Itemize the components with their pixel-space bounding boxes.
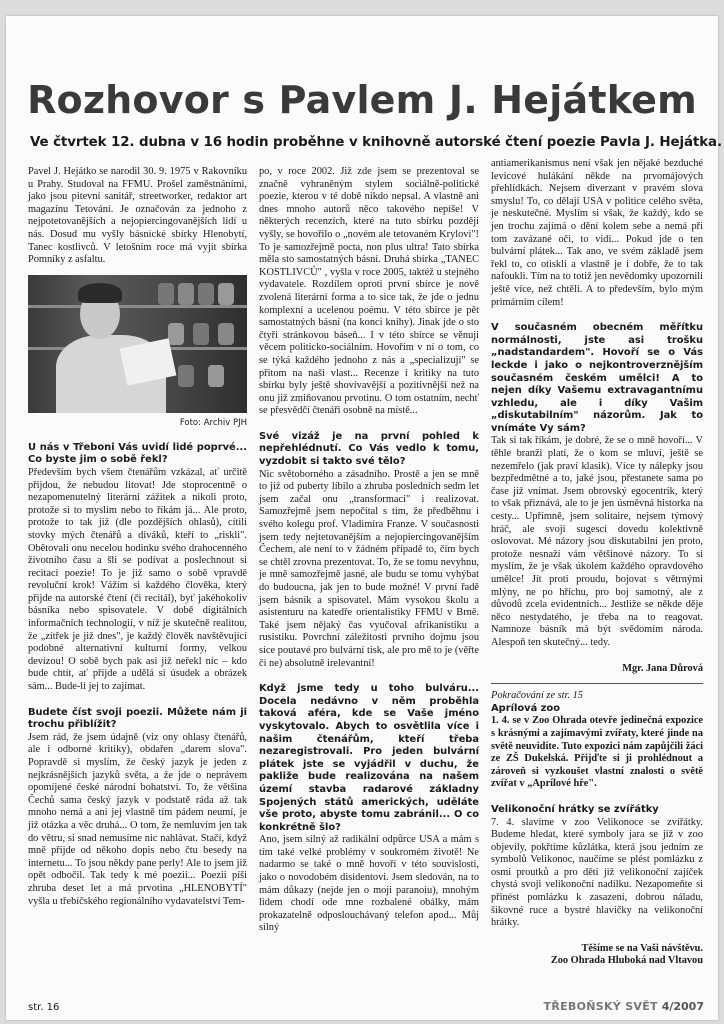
zoo-paragraph-1: 1. 4. se v Zoo Ohrada otevře jedinečná expozice s krásnými a zajímavými zvířaty, které jinde na světě neuvidíte. Tuto expozici nám zapůjčili žáci ze ZŠ Dukelská. Přijďte si ji prohlédnout a zároveň si vyzkoušet vlastní znalosti o světě zvířat v „Aprílové hře". [491, 715, 703, 790]
column-1 [28, 166, 247, 908]
photo-credit: Foto: Archiv PJH [179, 417, 247, 428]
issue-number: 4/2007 [661, 1000, 704, 1013]
author-signature: Mgr. Jana Důrová [622, 662, 703, 674]
article-title: Rozhovor s Pavlem J. Hejátkem [27, 78, 697, 122]
answer-3: Nic světoborného a zásadního. Prostě a jen se mně to již od puberty líbilo a zhruba posledních sedm let jsem začal onu „transformaci" i realizovat. Samozřejmě jsem nepočítal s tím, že předběhnu i svého kolegu prof. Vladimíra Franze. V současnosti jsem tedy nejtetovanějším a nejopiercingovanějším Čechem, ale není to v žádném případě to, čím bych se chtěl zrovna prezentovat. To, že se tomu nevyhnu, je mně samozřejmě jasné, ale budu se tomu vyhýbat do budoucna, jak jen to bude možné! V první řadě jsem básník a spisovatel. Mám vysokou školu a asistenturu na katedře orientalistiky FFMU v Brně. Také jsem nějaký čas vyučoval afrikanistiku a rusistiku. Povrchní záležitosti prvního dojmu jsou sice poutavé pro bulvární tisk, ale pro mě to je (věřte či ne) absolutně irelevantní! [259, 468, 479, 669]
answer-4: Ano, jsem silný až radikální odpůrce USA a mám s tím také velké problémy v soukromém životě! Ne nadarmo se také o mně hovoří v této souvislosti, jako o novodobém disidentovi. Jsem sledován, na to mám důkazy (nejde jen o moji paranoiu), mnohým lidem chodí ode mne rozbalené obálky, mám prokazatelně odposlouchávaný telefon apod... Můj silný [259, 834, 479, 934]
zoo-heading-2: Velikonoční hrátky se zvířátky [491, 803, 659, 815]
answer-4-continued: antiamerikanismus není však jen nějaké bezduché levicové hulákání někde na prvomájových přehlídkách. Nejsem diverzant v pravém slova smyslu! To, co dělají USA v politice celého světa, je neskutečné. Myslím si však, že každý, kdo se jen trochu zajímá o dění kolem sebe a nemá při tom zavázané oči, to vidí... Pokud jde o ten bulvární plátek... Tak ano, ve svém základě jsem řekl to, co otiskli a vlastně je i dobře, že to tak nafoukli. Tím na to totiž jen nevědomky upozornili ještě více, než chtěli. A to především, bylo mým primárním cílem! [491, 158, 703, 308]
zoo-closing-1: Těšíme se na Vaši návštěvu. [581, 942, 703, 954]
magazine-footer [544, 1000, 704, 1013]
zoo-heading-1: Aprílová zoo [491, 702, 560, 714]
page-number: str. 16 [28, 1002, 60, 1013]
answer-1: Především bych všem čtenářům vzkázal, ať určitě přijdou, že nebudou litovat! Jde stoprocentně o nezapomenutelný literární zážitek a nikoli proto, protože si to myslím nebo to říkám já... Ale proto, protože to tak již (dle pozdějších ohlasů), cítili stovky mých čtenářů a diváků, kteří to „riskli". Obětovali onu necelou hodinku svého drahocenného životního času a šli se podívat a poslechnout si recitaci poezie! To je již samo o sobě vpravdě revoluční krok! Vážím si každého člověka, který přijde na autorské čtení (či recitál), byť jakéhokoliv básníka nebo spisovatele. V době digitálních informačních technologií, v níž je skutečně realitou, že „zítřek je již dnes", je každý člověk navštěvující podobné alternativní kulturní formy, velkou devizou! O sobě bych pak asi již neřekl nic – kdo bude chtít, ať přijde a udělá si úsudek a obrázek sám... Bude-li jej to zajímat. [28, 466, 247, 693]
continued-note: Pokračování ze str. 15 [491, 690, 583, 702]
section-divider [491, 683, 703, 684]
article-subtitle: Ve čtvrtek 12. dubna v 16 hodin proběhne v knihovně autorské čtení poezie Pavla J. Hejátka. [30, 135, 722, 150]
question-4: Když jsme tedy u toho bulváru... Docela nedávno v něm proběhla taková aféra, kde se Vaše jméno vyskytovalo. Abych to osvětlila více i našim čtenářům, kteří třeba nezaregistrovali. Pro jeden bulvární plátek jste se vyjádřil v duchu, že pakliže bude realizována na našem území stavba radarové základny Spojených států amerických, uděláte vše proto, abyste tomu zabránil... O co konkrétně šlo? [259, 683, 479, 833]
answer-2: Jsem rád, že jsem údajně (viz ony ohlasy čtenářů, ale i odborné kritiky), obdařen „darem slova". Popravdě si myslím, že český jazyk je jeden z nejkrásnějších jazyků světa, a že jde o neprávem opomíjené české národní bohatství. To, že většina Čechů sama český jazyk v podstatě ráda až tak mnoho nemá a ani jej vlastně tím pádem neumí, je již otázka a věc druhá... O tom, že nemluvím jen tak do větru, si snad nemusíme nic nahlávat. Stačí, když mně přijde od někoho dopis nebo čtu besedy na internetu... To jsou někdy pane perly! Ale to jsem již opět odbočil. Tak tedy k mé poezii... Poezii píši zhruba deset let a má prvotina „HLENOBYTÍ" vyšla u třebíčského regionálního vydavatelství Tem- [28, 731, 247, 907]
author-photo [28, 275, 247, 413]
answer-2-continued: po, v roce 2002. Již zde jsem se prezentoval se značně vyhraněným stylem sociálně-politické poezie, kterou v té době nikdo nepsal. A vlastně ani dnes mnoho autorů něco takového nepíše! V některých recenzích, které na tuto sbírku později vyšly, se hovořilo o „novém ale tetovaném Krylovi"! To je samozřejmě pocta, non plus ultra! Tato sbírka měla sto samostatných básní. Druhá sbírka „TANEC KOSTLIVCŮ" , vyšla v roce 2005, taktéž u stejného vydavatele. Rozdílem oproti první sbírce je nově zvolená literární forma a to sice tak, že jde o jednu komplexní a ucelenou poému. V této sbírce je pět samostatných básní (na konci knihy). Jinak jde o sto čtyři stránkovou báseň... I v této sbírce se věnuji věcem politicko-sociálním. Hovořím v ní o tom, co se týká každého jednoho z nás a „specializují" se přitom na naši vlast... Recenze i kritiky na tuto sbírku byly ještě shovívavější a pozitivnější než na onu již zmiňovanou prvotinu. O tom ostatním, nechť se přesvědčí čtenáři osobně na místě... [259, 166, 479, 417]
question-3: Své vizáž je na první pohled k nepřehlédnutí. Co Vás vedlo k tomu, vyzdobit si takto své tělo? [259, 430, 479, 468]
author-bio: Pavel J. Hejátko se narodil 30. 9. 1975 v Rakovníku u Prahy. Studoval na FFMU. Prošel zaměstnáními, jako jsou pitevní sanitář, streetworker, redaktor art magazínu Tetování. Je označován za jednoho z nejpotetovanějších a nejopiercingovanějších lidí u nás. Dosud mu vyšly básnické sbírky Hlenobytí, Tanec kostlivců. V letošním roce má vyjít sbírka Pomníky z asfaltu. [28, 166, 247, 266]
answer-5: Tak si tak říkám, je dobré, že se o mně hovoří... V těhle branži platí, že o kom se mluví, ještě se nezemřelo (jak praví klasik). Více ty nálepky jsou bezpředmětné a to, jaké jsou, přestanete sama po čase již vnímat. Jsem obrovský egocentrik, který to však přiznává, ale to je jen úsměvná historka na cesty... Upřímně, jsem solitaire, nejsem týmový hráč, ale svojí sugescí dovedu kolektivně oslovovat. Mé názory jsou diskutabilní jen proto, protože nesnaží vám většinové názory. To si myslím, že je však úkolem každého opravdového umělce! Jít proti proudu, bojovat s větrnými mlýny, ne po hříchu, pro boj samotný, ale z důvodů zcela evidentních... Jestliže se někde děje něco nestydatého, je třeba na to reagovat. Namnoze básník má být svědomím národa. Alespoň ten skutečný... tedy. [491, 435, 703, 648]
question-2: Budete číst svoji poezii. Můžete nám ji trochu přiblížit? [28, 706, 247, 731]
zoo-closing-2: Zoo Ohrada Hluboká nad Vltavou [550, 955, 703, 967]
magazine-name: TŘEBOŇSKÝ SVĚT [543, 1000, 658, 1013]
question-1: U nás v Třeboni Vás uvidí lidé poprvé... Co byste jim o sobě řekl? [28, 441, 247, 466]
question-5: V současném obecném měřítku normálnosti, jste asi trošku „nadstandardem". Hovoří se o Vás leckde i jako o nejkontroverznějším současném českém umělci! A to nejen díky Vašemu extravagantnímu vzhledu, ale i díky Vašim „diskutabilním" názorům. Jak to vnímáte Vy sám? [491, 322, 703, 434]
zoo-paragraph-2: 7. 4. slavíme v zoo Velikonoce se zvířátky. Budeme hledat, které symboly jara se již v zoo objevily, pokřtíme kůzlátka, která jsou jedním ze symbolů Velikonoc, naučíme se plést pomlázku z osmi proutků a pro děti již velikonoční zajíček chystá svoji velikonoční nadílku. Nezapomeňte si přinést pomlázku k zasazení, dobrou náladu, šikovné ruce a bystré hlavičky na velikonoční hrátky. [491, 816, 703, 929]
column-3 [491, 158, 703, 968]
column-2 [259, 166, 479, 935]
magazine-page [6, 16, 722, 1020]
